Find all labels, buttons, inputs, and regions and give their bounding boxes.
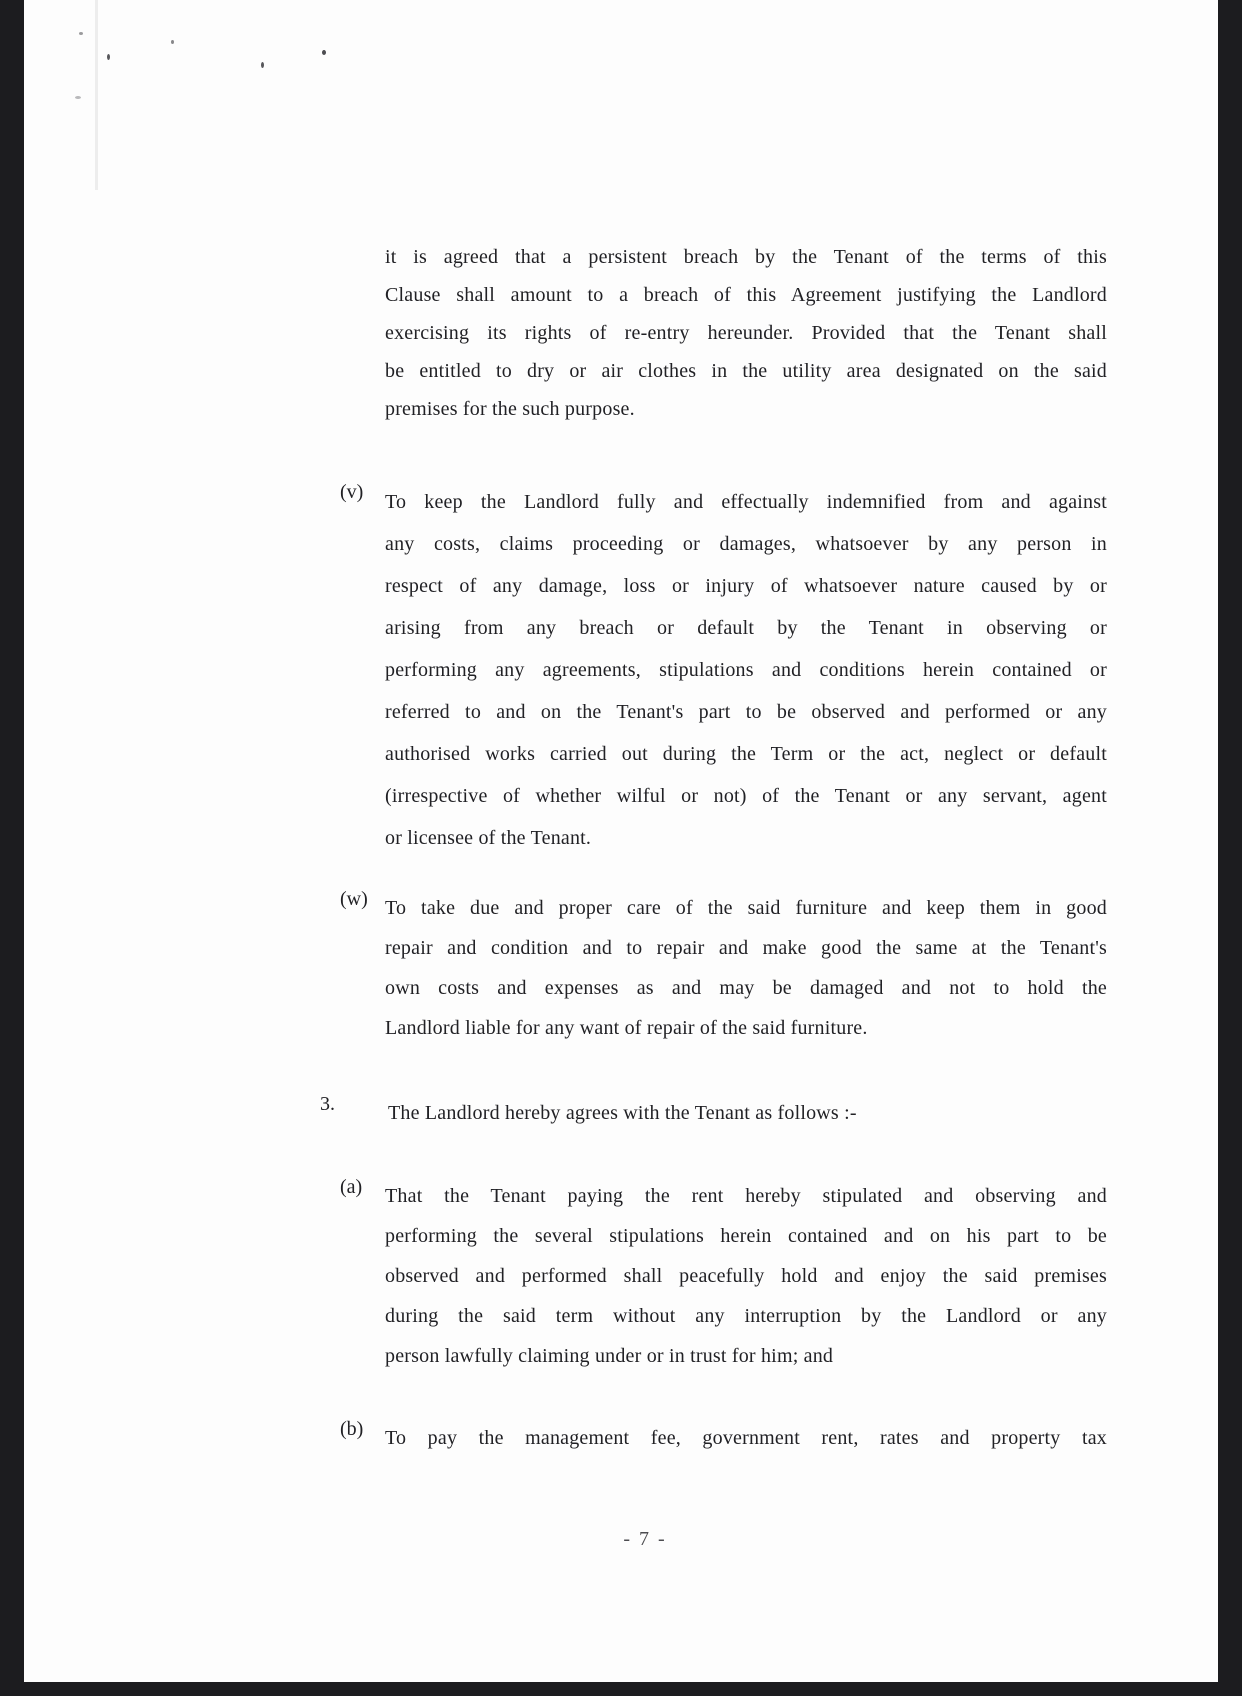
section-3-number: 3. [320, 1093, 335, 1115]
text-line: during the said term without any interruption by the Landlord or any [385, 1305, 1107, 1327]
text-line: referred to and on the Tenant's part to be observed and performed or any [385, 701, 1107, 723]
clause-a-label: (a) [340, 1176, 363, 1198]
clause-b [340, 1418, 1107, 1458]
scan-speck [322, 50, 326, 55]
clause-w-label: (w) [340, 888, 368, 910]
clause-v [340, 481, 1107, 859]
scan-speck [79, 32, 83, 35]
text-line: premises for the such purpose. [385, 398, 635, 420]
paragraph-lines [385, 1176, 1107, 1376]
scan-speck [107, 54, 110, 60]
clause-a [340, 1176, 1107, 1376]
text-line: Landlord liable for any want of repair of the said furniture. [385, 1017, 868, 1039]
text-line: The Landlord hereby agrees with the Tenant as follows :- [388, 1102, 857, 1124]
text-line: own costs and expenses as and may be damaged and not to hold the [385, 977, 1107, 999]
text-line: arising from any breach or default by the Tenant in observing or [385, 617, 1107, 639]
clause-w [340, 888, 1107, 1048]
paragraph-lines [385, 238, 1107, 428]
text-line: repair and condition and to repair and make good the same at the Tenant's [385, 937, 1107, 959]
paragraph-lines [385, 1418, 1107, 1458]
scan-border-right [1218, 0, 1242, 1696]
scan-crease-line [95, 0, 98, 190]
paragraph-lines [385, 481, 1107, 859]
scan-speck [171, 40, 174, 44]
paragraph-continuation [385, 238, 1107, 428]
text-line: it is agreed that a persistent breach by the Tenant of the terms of this [385, 246, 1107, 268]
text-line: To keep the Landlord fully and effectually indemnified from and against [385, 491, 1107, 513]
scan-speck [75, 96, 81, 99]
text-line: observed and performed shall peacefully hold and enjoy the said premises [385, 1265, 1107, 1287]
section-3-heading [320, 1093, 1110, 1133]
text-line: performing the several stipulations herein contained and on his part to be [385, 1225, 1107, 1247]
scan-border-bottom [0, 1682, 1242, 1696]
page-number: - 7 - [623, 1528, 667, 1550]
text-line: Clause shall amount to a breach of this Agreement justifying the Landlord [385, 284, 1107, 306]
scan-border-left [0, 0, 24, 1696]
text-line: person lawfully claiming under or in trust for him; and [385, 1345, 834, 1367]
clause-v-label: (v) [340, 481, 364, 503]
text-line: To take due and proper care of the said furniture and keep them in good [385, 897, 1107, 919]
text-line: performing any agreements, stipulations and conditions herein contained or [385, 659, 1107, 681]
text-line: any costs, claims proceeding or damages, whatsoever by any person in [385, 533, 1107, 555]
text-line: be entitled to dry or air clothes in the utility area designated on the said [385, 360, 1107, 382]
text-line: exercising its rights of re-entry hereunder. Provided that the Tenant shall [385, 322, 1107, 344]
text-line: or licensee of the Tenant. [385, 827, 592, 849]
paragraph-lines [388, 1093, 1110, 1133]
clause-b-label: (b) [340, 1418, 364, 1440]
text-line: authorised works carried out during the Term or the act, neglect or default [385, 743, 1107, 765]
scan-speck [261, 62, 264, 68]
paragraph-lines [385, 888, 1107, 1048]
text-line: (irrespective of whether wilful or not) of the Tenant or any servant, agent [385, 785, 1107, 807]
text-line: respect of any damage, loss or injury of whatsoever nature caused by or [385, 575, 1107, 597]
text-line: That the Tenant paying the rent hereby stipulated and observing and [385, 1185, 1107, 1207]
text-line: To pay the management fee, government rent, rates and property tax [385, 1427, 1107, 1449]
